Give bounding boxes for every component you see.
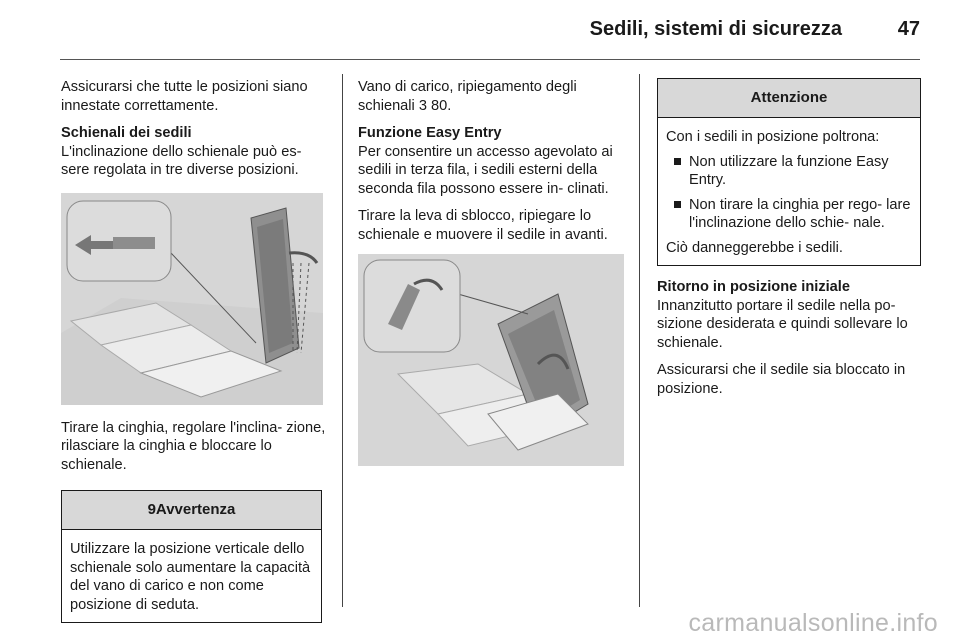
page-reference-arrow-icon: 3 [418, 97, 427, 114]
caution-intro: Con i sedili in posizione poltrona: [666, 129, 880, 145]
caution-title: Attenzione [658, 79, 920, 118]
list-item [666, 153, 912, 190]
page-number: 47 [897, 18, 920, 40]
column-right [657, 78, 925, 407]
caution-outro: Ciò danneggerebbe i sedili. [666, 239, 843, 256]
intro-text: Assicurarsi che tutte le posizioni siano innestate correttamente. [61, 79, 308, 114]
caution-bullet-text: Non tirare la cinghia per rego- lare l'inclinazione dello schie- nale. [689, 196, 911, 231]
caution-box [657, 78, 921, 266]
reference-page: 80. [431, 97, 452, 114]
warning-header [62, 491, 321, 530]
final-instruction: Assicurarsi che il sedile sia bloccato in posizione. [657, 362, 906, 397]
bullet-square-icon [674, 201, 681, 208]
column-divider [342, 74, 343, 607]
list-item [666, 196, 912, 233]
bullet-square-icon [674, 158, 681, 165]
warning-title: Avvertenza [155, 501, 236, 518]
header-title: Sedili, sistemi di sicurezza [589, 18, 842, 40]
section-text-easy-entry: Per consentire un accesso agevolato ai sedili in terza fila, i sedili esterni della seconda fila possono essere in- clinati. [358, 143, 613, 197]
backrest-instruction: Tirare la cinghia, regolare l'inclina- zione, rilasciare la cinghia e bloccare lo schienale. [61, 419, 326, 473]
easy-entry-instruction: Tirare la leva di sblocco, ripiegare lo schienale e muovere il sedile in avanti. [358, 208, 608, 243]
seat-backrest-drawing [61, 193, 323, 405]
column-divider [639, 74, 640, 607]
page-header [0, 0, 960, 62]
section-title-return: Ritorno in posizione iniziale [657, 279, 850, 295]
warning-text: Utilizzare la posizione verticale dello schienale solo aumentare la capacità del vano di carico e non come posizione di seduta. [70, 541, 311, 613]
warning-icon: 9 [147, 501, 156, 518]
column-left [61, 78, 327, 623]
section-text-backrests: L'inclinazione dello schienale può es- sere regolata in tre diverse posizioni. [61, 143, 302, 178]
reference-label: Vano di carico, ripiegamento degli schienali [358, 79, 577, 114]
reference-text [358, 78, 624, 115]
easy-entry-drawing [358, 254, 624, 466]
watermark: carmanualsonline.info [688, 609, 938, 637]
column-middle [358, 78, 624, 466]
section-title-backrests: Schienali dei sedili [61, 125, 192, 141]
seat-backrest-illustration [61, 193, 323, 405]
section-title-easy-entry: Funzione Easy Entry [358, 125, 502, 141]
warning-box [61, 490, 322, 623]
caution-bullet-text: Non utilizzare la funzione Easy Entry. [689, 153, 889, 188]
header-divider [60, 59, 920, 60]
section-text-return: Innanzitutto portare il sedile nella po- sizione desiderata e quindi sollevare lo schienale. [657, 297, 908, 351]
easy-entry-illustration [358, 254, 624, 466]
